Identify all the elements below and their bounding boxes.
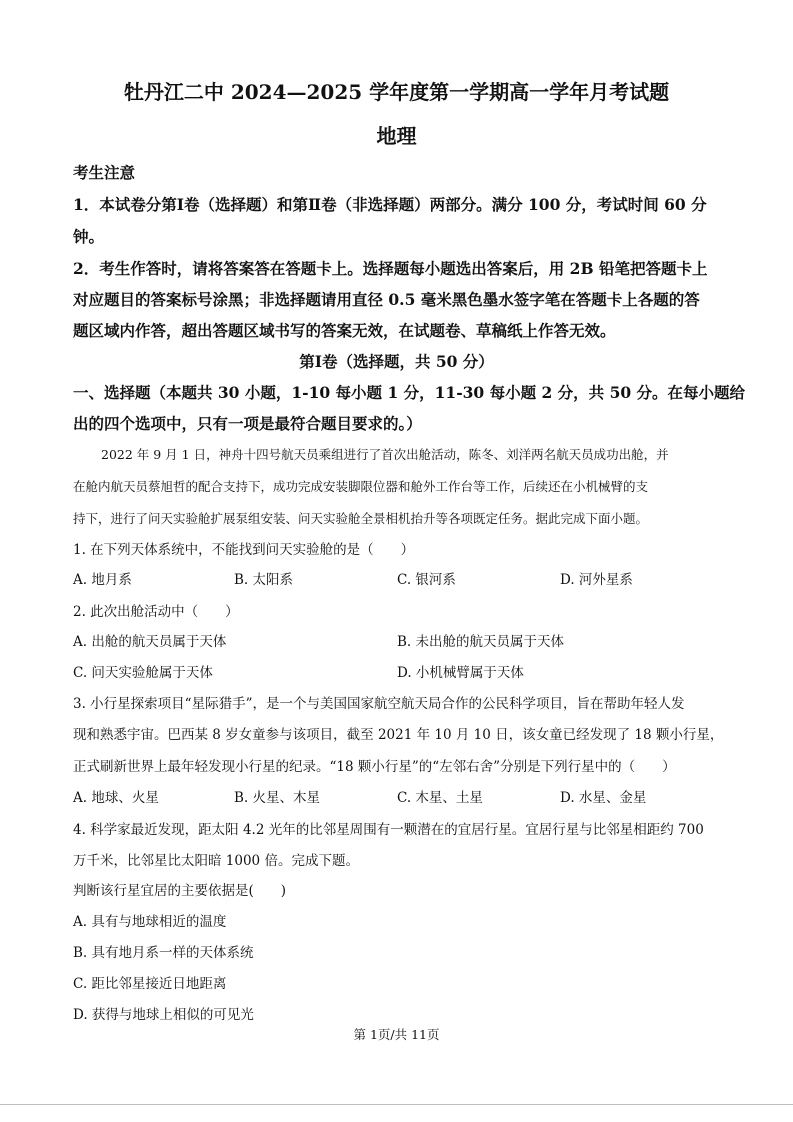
question-4-stem-line-2: 万千米，比邻星比太阳暗 1000 倍。完成下题。 <box>73 853 359 869</box>
question-2-option-d[interactable]: D. 小机械臂属于天体 <box>397 665 524 681</box>
page-number: 第 1页/共 11页 <box>353 1027 440 1042</box>
question-3-option-b[interactable]: B. 火星、木星 <box>234 790 321 806</box>
question-4-option-d[interactable]: D. 获得与地球上相似的可见光 <box>73 1007 254 1023</box>
page-bottom-divider <box>0 1104 793 1105</box>
passage-line-3: 持下，进行了问天实验舱扩展泵组安装、问天实验舱全景相机抬升等各项既定任务。据此完成下面小题。 <box>73 511 649 526</box>
question-4-stem-line-1: 4. 科学家最近发现，距太阳 4.2 光年的比邻星周围有一颗潜在的宜居行星。宜居行星与比邻星相距约 700 <box>73 822 704 838</box>
question-1-option-d[interactable]: D. 河外星系 <box>560 572 633 588</box>
notice-item-2-line-2: 对应题目的答案标号涂黑；非选择题请用直径 0.5 毫米黑色墨水签字笔在答题卡上各题的答 <box>73 290 700 309</box>
question-3-stem-line-1: 3. 小行星探索项目“星际猎手”，是一个与美国国家航空航天局合作的公民科学项目，旨在帮助年轻人发 <box>73 696 685 712</box>
notice-item-1-line-1: 1．本试卷分第Ⅰ卷（选择题）和第Ⅱ卷（非选择题）两部分。满分 100 分，考试时间 60 分 <box>73 195 707 214</box>
question-2-option-a[interactable]: A. 出舱的航天员属于天体 <box>73 634 227 650</box>
notice-item-1-line-2: 钟。 <box>73 227 105 246</box>
notice-heading: 考生注意 <box>73 163 136 182</box>
section-instruction-line-1: 一、选择题（本题共 30 小题，1-10 每小题 1 分，11-30 每小题 2 分，共 50 分。在每小题给 <box>73 383 746 402</box>
question-4-stem-line-3: 判断该行星宜居的主要依据是( ) <box>73 883 287 899</box>
question-3-option-c[interactable]: C. 木星、土星 <box>397 790 483 806</box>
question-4-option-c[interactable]: C. 距比邻星接近日地距离 <box>73 976 227 992</box>
question-4-option-a[interactable]: A. 具有与地球相近的温度 <box>73 914 227 930</box>
exam-title: 牡丹江二中 2024—2025 学年度第一学期高一学年月考试题 <box>123 80 670 104</box>
question-1-stem: 1. 在下列天体系统中，不能找到问天实验舱的是（ ） <box>73 542 415 558</box>
question-3-stem-line-2: 现和熟悉宇宙。巴西某 8 岁女童参与该项目，截至 2021 年 10 月 10 日，该女童已经发现了 18 颗小行星， <box>73 727 724 743</box>
question-2-stem: 2. 此次出舱活动中（ ） <box>73 604 239 620</box>
notice-item-2-line-3: 题区域内作答，超出答题区域书写的答案无效，在试题卷、草稿纸上作答无效。 <box>73 321 616 340</box>
question-2-option-b[interactable]: B. 未出舱的航天员属于天体 <box>397 634 565 650</box>
question-4-option-b[interactable]: B. 具有地月系一样的天体系统 <box>73 945 254 961</box>
subject-title: 地理 <box>376 124 417 148</box>
question-3-stem-line-3: 正式刷新世界上最年轻发现小行星的纪录。“18 颗小行星”的“左邻右舍”分别是下列行星中的（ ） <box>73 759 676 775</box>
question-1-option-c[interactable]: C. 银河系 <box>397 572 456 588</box>
question-3-option-d[interactable]: D. 水星、金星 <box>560 790 647 806</box>
question-3-option-a[interactable]: A. 地球、火星 <box>73 790 159 806</box>
question-1-option-b[interactable]: B. 太阳系 <box>234 572 294 588</box>
passage-line-2: 在舱内航天员蔡旭哲的配合支持下，成功完成安装脚限位器和舱外工作台等工作，后续还在小机械臂的支 <box>73 479 649 494</box>
section-title: 第Ⅰ卷（选择题，共 50 分） <box>299 352 494 371</box>
notice-item-2-line-1: 2．考生作答时，请将答案答在答题卡上。选择题每小题选出答案后，用 2B 铅笔把答题卡上 <box>73 259 708 278</box>
passage-line-1: 2022 年 9 月 1 日，神舟十四号航天员乘组进行了首次出舱活动，陈冬、刘洋两名航天员成功出舱，并 <box>101 447 669 462</box>
question-2-option-c[interactable]: C. 问天实验舱属于天体 <box>73 665 213 681</box>
question-1-option-a[interactable]: A. 地月系 <box>73 572 132 588</box>
section-instruction-line-2: 出的四个选项中，只有一项是最符合题目要求的。） <box>73 414 422 433</box>
